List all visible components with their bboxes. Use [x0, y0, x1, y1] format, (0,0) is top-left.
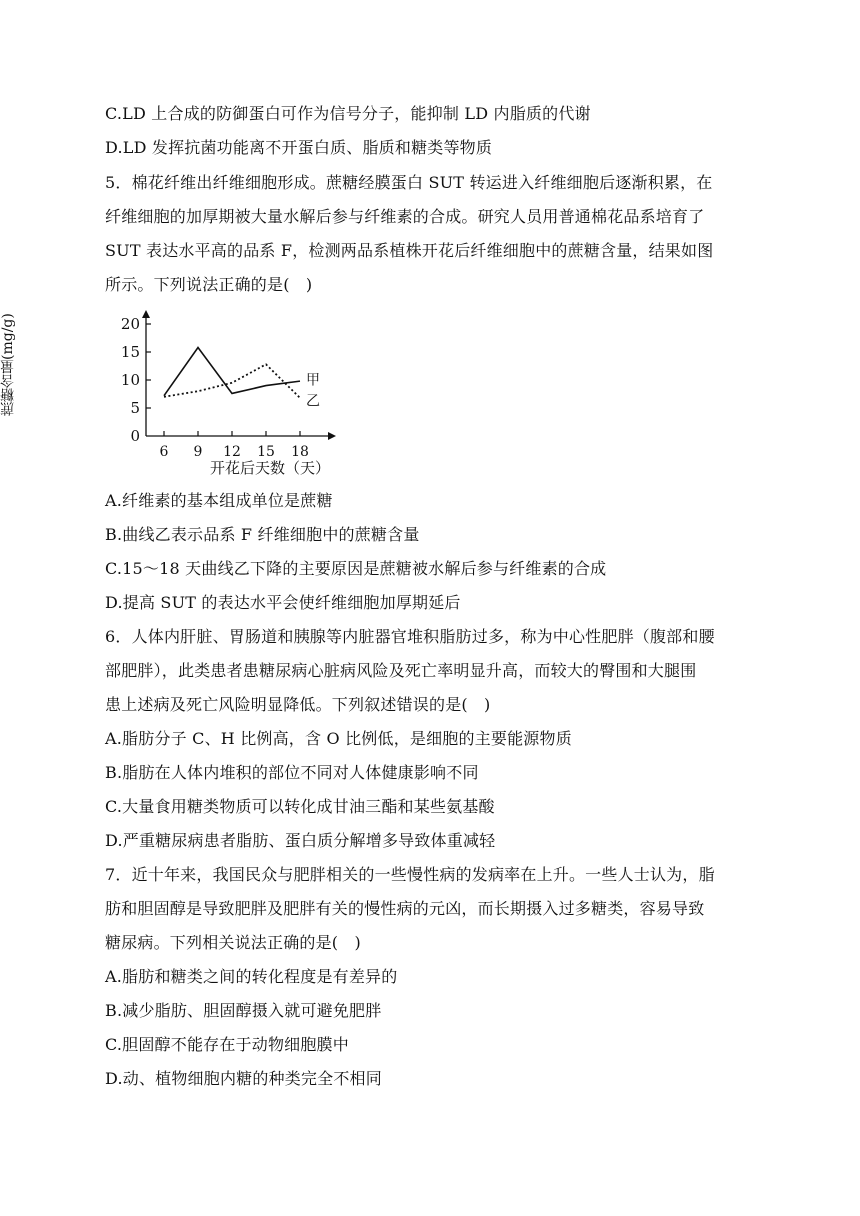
q6-stem-line-2: 部肥胖），此类患者患糖尿病心脏病风险及死亡率明显升高，而较大的臀围和大腿围 [105, 661, 697, 680]
q6-option-c: C.大量食用糖类物质可以转化成甘油三酯和某些氨基酸 [105, 797, 495, 816]
x-tick-label: 15 [257, 444, 275, 460]
y-tick-label: 0 [130, 427, 140, 445]
q6-option-a: A.脂肪分子 C、H 比例高，含 O 比例低，是细胞的主要能源物质 [105, 729, 572, 748]
q6-option-d: D.严重糖尿病患者脂肪、蛋白质分解增多导致体重减轻 [105, 831, 496, 850]
q4-option-d: D.LD 发挥抗菌功能离不开蛋白质、脂质和糖类等物质 [105, 138, 493, 157]
y-tick-label: 15 [120, 343, 140, 361]
q5-option-a: A.纤维素的基本组成单位是蔗糖 [105, 491, 333, 510]
q5-option-d: D.提高 SUT 的表达水平会使纤维细胞加厚期延后 [105, 593, 461, 612]
q7-option-d: D.动、植物细胞内糖的种类完全不相同 [105, 1069, 382, 1088]
y-axis-arrow-icon [142, 310, 150, 318]
chart-x-axis-label: 开花后天数（天） [210, 459, 331, 477]
q7-option-c: C.胆固醇不能存在于动物细胞膜中 [105, 1035, 349, 1054]
q7-option-b: B.减少脂肪、胆固醇摄入就可避免肥胖 [105, 1001, 382, 1020]
x-axis-arrow-icon [328, 432, 336, 440]
q5-option-b: B.曲线乙表示品系 F 纤维细胞中的蔗糖含量 [105, 525, 420, 544]
chart-svg [100, 302, 340, 482]
q7-stem-line-2: 肪和胆固醇是导致肥胖及肥胖有关的慢性病的元凶，而长期摄入过多糖类，容易导致 [105, 899, 705, 918]
q5-option-c: C.15～18 天曲线乙下降的主要原因是蔗糖被水解后参与纤维素的合成 [105, 559, 607, 578]
y-tick-label: 5 [130, 399, 140, 417]
series-label-yi: 乙 [304, 393, 320, 407]
q7-stem-line-1: 7．近十年来，我国民众与肥胖相关的一些慢性病的发病率在上升。一些人士认为，脂 [105, 865, 715, 884]
q6-stem-line-1: 6．人体内肝脏、胃肠道和胰腺等内脏器官堆积脂肪过多，称为中心性肥胖（腹部和腰 [105, 627, 715, 646]
q5-stem-line-4: 所示。下列说法正确的是( ) [105, 275, 313, 294]
series-label-jia: 甲 [304, 372, 320, 386]
q4-option-c: C.LD 上合成的防御蛋白可作为信号分子，能抑制 LD 内脂质的代谢 [105, 104, 591, 123]
q6-stem-line-3: 患上述病及死亡风险明显降低。下列叙述错误的是( ) [105, 695, 491, 714]
q5-stem-line-1: 5．棉花纤维出纤维细胞形成。蔗糖经膜蛋白 SUT 转运进入纤维细胞后逐渐积累，在 [105, 173, 713, 192]
x-tick-label: 18 [291, 444, 309, 460]
y-tick-label: 20 [120, 315, 140, 333]
q5-stem-line-3: SUT 表达水平高的品系 F，检测两品系植株开花后纤维细胞中的蔗糖含量，结果如图 [105, 241, 714, 260]
q7-option-a: A.脂肪和糖类之间的转化程度是有差异的 [105, 967, 398, 986]
chart-y-axis-label: 蔗糖含量(mg/g) [0, 313, 16, 417]
y-tick-label: 10 [120, 371, 140, 389]
q7-stem-line-3: 糖尿病。下列相关说法正确的是( ) [105, 933, 361, 952]
x-tick-label: 9 [193, 444, 203, 460]
sucrose-chart [100, 302, 340, 482]
q5-stem-line-2: 纤维细胞的加厚期被大量水解后参与纤维素的合成。研究人员用普通棉花品系培育了 [105, 207, 705, 226]
series-line-jia [164, 348, 300, 396]
q6-option-b: B.脂肪在人体内堆积的部位不同对人体健康影响不同 [105, 763, 479, 782]
x-tick-label: 6 [159, 444, 169, 460]
x-tick-label: 12 [223, 444, 241, 460]
